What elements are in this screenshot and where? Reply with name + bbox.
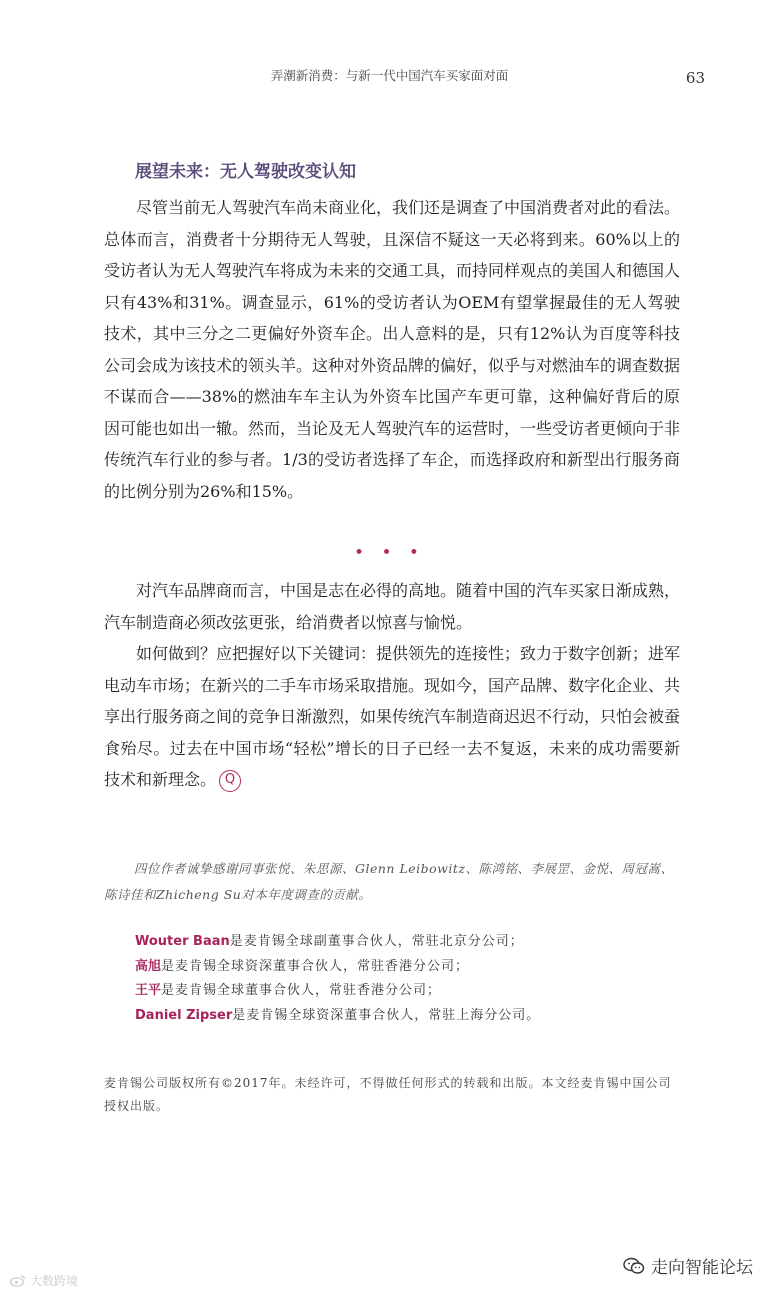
author-role: 是麦肯锡全球董事合伙人，常驻香港分公司； xyxy=(161,983,442,998)
author-role: 是麦肯锡全球资深董事合伙人，常驻上海分公司。 xyxy=(232,1007,541,1023)
end-mark-icon: Q xyxy=(219,770,241,792)
wechat-watermark xyxy=(623,1253,753,1278)
author-name: Wouter Baan xyxy=(135,934,230,949)
paragraph: 尽管当前无人驾驶汽车尚未商业化，我们还是调查了中国消费者对此的看法。总体而言，消费者十分期待无人驾驶，且深信不疑这一天必将到来。60%以上的受访者认为无人驾驶汽车将成为未来的交通工具，而持同样观点的美国人和德国人只有43%和31%。调查显示，61%的受访者认为OEM有望掌握最佳的无人驾驶技术，其中三分之二更偏好外资车企。出人意料的是，只有12%认为百度等科技公司会成为该技术的领头羊。这种对外资品牌的偏好，似乎与对燃油车的调查数据不谋而合——38%的燃油车车主认为外资车比国产车更可靠，这种偏好背后的原因可能也如出一辙。然而，当论及无人驾驶汽车的运营时，一些受访者更倾向于非传统汽车行业的参与者。1/3的受访者选择了车企，而选择政府和新型出行服务商的比例分别为26%和15%。 xyxy=(104,198,681,501)
author-name: Daniel Zipser xyxy=(135,1007,233,1023)
author-name: 王平 xyxy=(135,983,162,998)
section-body xyxy=(104,192,680,507)
watermark-label: 走向智能论坛 xyxy=(651,1258,753,1278)
paragraph-text: 如何做到？应把握好以下关键词：提供领先的连接性；致力于数字创新；进军电动车市场；在新兴的二手车市场采取措施。现如今，国产品牌、数字化企业、共享出行服务商之间的竞争日渐激烈，如果传统汽车制造商迟迟不行动，只怕会被蚕食殆尽。过去在中国市场“轻松”增长的日子已经一去不复返，未来的成功需要新技术和新理念。 xyxy=(104,644,681,789)
author-role: 是麦肯锡全球副董事合伙人，常驻北京分公司； xyxy=(229,934,524,949)
running-head: 弄潮新消费：与新一代中国汽车买家面对面 xyxy=(270,68,509,83)
copyright-notice: 麦肯锡公司版权所有©2017年。未经许可，不得做任何形式的转载和出版。本文经麦肯锡中国公司授权出版。 xyxy=(104,1076,672,1113)
author-role: 是麦肯锡全球资深董事合伙人，常驻香港分公司； xyxy=(161,958,470,974)
author-name: 高旭 xyxy=(135,958,162,974)
weibo-icon xyxy=(10,1274,26,1287)
watermark-label: 大数跨境 xyxy=(30,1274,79,1288)
section-title: 展望未来：无人驾驶改变认知 xyxy=(135,162,356,182)
author-list xyxy=(135,930,695,1028)
paragraph: 对汽车品牌商而言，中国是志在必得的高地。随着中国的汽车买家日渐成熟，汽车制造商必须改弦更张，给消费者以惊喜与愉悦。 xyxy=(104,581,681,632)
closing-body xyxy=(104,575,680,796)
section-divider: • • • xyxy=(354,543,425,563)
weibo-watermark xyxy=(10,1272,78,1289)
author-row xyxy=(135,979,695,1004)
paragraph xyxy=(104,638,680,796)
acknowledgement: 四位作者诚挚感谢同事张悦、朱思源、Glenn Leibowitz、陈鸿铭、李展罡、金悦、周冠嵩、陈诗佳和Zhicheng Su对本年度调查的贡献。 xyxy=(104,861,674,902)
page-number: 63 xyxy=(685,69,705,87)
author-row xyxy=(135,1004,695,1029)
wechat-icon xyxy=(623,1257,645,1275)
author-row xyxy=(135,955,695,980)
author-row xyxy=(135,930,695,955)
